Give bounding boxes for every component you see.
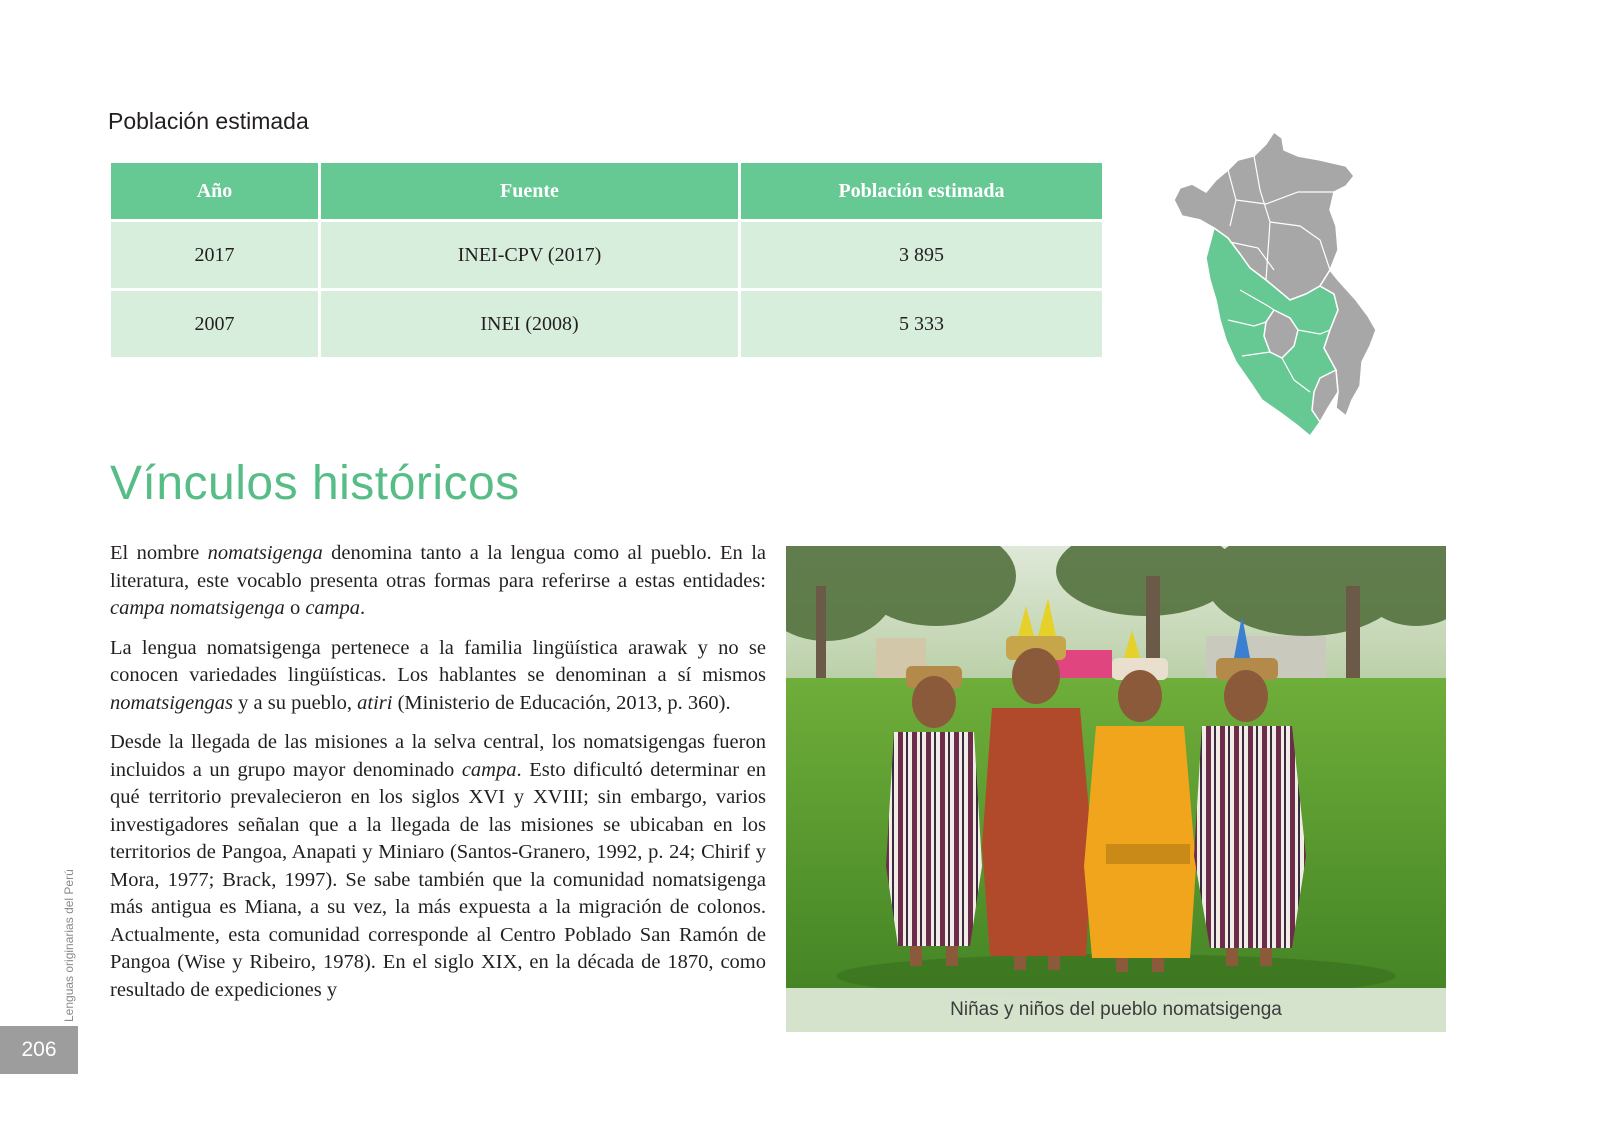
photo-nomatsigenga-children <box>786 546 1446 1032</box>
peru-map <box>1170 130 1382 442</box>
italic-term: atiri <box>357 691 393 714</box>
text-run: . <box>359 597 366 619</box>
cell-year: 2017 <box>110 221 320 290</box>
paragraph <box>110 635 766 718</box>
text-run: Desde la llegada de las misiones a la selva central, los nomatsigengas fueron incluidos a un grupo mayor denominado <box>110 731 766 781</box>
population-table <box>108 160 1105 360</box>
table-header-row <box>110 162 1104 221</box>
text-run: y a su pueblo, <box>233 691 358 714</box>
column-header-source: Fuente <box>320 162 740 221</box>
population-heading: Población estimada <box>108 108 309 134</box>
cell-year: 2007 <box>110 290 320 359</box>
column-header-year: Año <box>110 162 320 221</box>
text-run: El nombre <box>110 542 208 564</box>
text-run: . Esto dificultó determinar en qué territorio prevalecieron en los siglos XVI y XVIII; sin embargo, varios investigadores señalan que a la llegada de las misiones se ubicaban en los territorios de Pangoa, Anapati y Miniaro (Santos-Granero, 1992, p. 24; Chirif y Mora, 1977; Brack, 1997). Se sabe también que la comunidad nomatsigenga más antigua es Miana, a su vez, la más expuesta a la migración de colonos. Actualmente, esta comunidad corresponde al Centro Poblado San Ramón de Pangoa (Wise y Ribeiro, 1978). En el siglo XIX, en la década de 1870, como resultado de expediciones y <box>110 758 766 1001</box>
text-run: (Ministerio de Educación, 2013, p. 360). <box>392 691 731 714</box>
text-run: La lengua nomatsigenga pertenece a la familia lingüística arawak y no se conocen variedades lingüísticas. Los hablantes se denominan a sí mismos <box>110 636 766 686</box>
photo-caption: Niñas y niños del pueblo nomatsigenga <box>786 988 1446 1032</box>
italic-term: nomatsigengas <box>110 691 233 714</box>
text-run: o <box>284 597 306 619</box>
paragraph <box>110 729 766 1004</box>
cell-source: INEI-CPV (2017) <box>320 221 740 290</box>
body-text <box>110 540 766 1016</box>
section-title: Vínculos históricos <box>110 457 520 510</box>
paragraph <box>110 540 766 623</box>
text-run: denomina tanto a la lengua como al pueblo. En la literatura, este vocablo presenta otras formas para referirse a estas entidades: <box>110 542 766 592</box>
photo-illustration <box>786 546 1446 1032</box>
italic-term: nomatsigenga <box>207 542 323 564</box>
table-row <box>110 290 1104 359</box>
table-row <box>110 221 1104 290</box>
cell-source: INEI (2008) <box>320 290 740 359</box>
cell-population: 3 895 <box>740 221 1104 290</box>
page-number: 206 <box>0 1026 78 1074</box>
italic-term: campa nomatsigenga <box>110 597 285 619</box>
cell-population: 5 333 <box>740 290 1104 359</box>
italic-term: campa <box>305 597 360 619</box>
italic-term: campa <box>461 758 517 781</box>
side-label: Lenguas originarias del Perú <box>62 869 76 1022</box>
column-header-population: Población estimada <box>740 162 1104 221</box>
